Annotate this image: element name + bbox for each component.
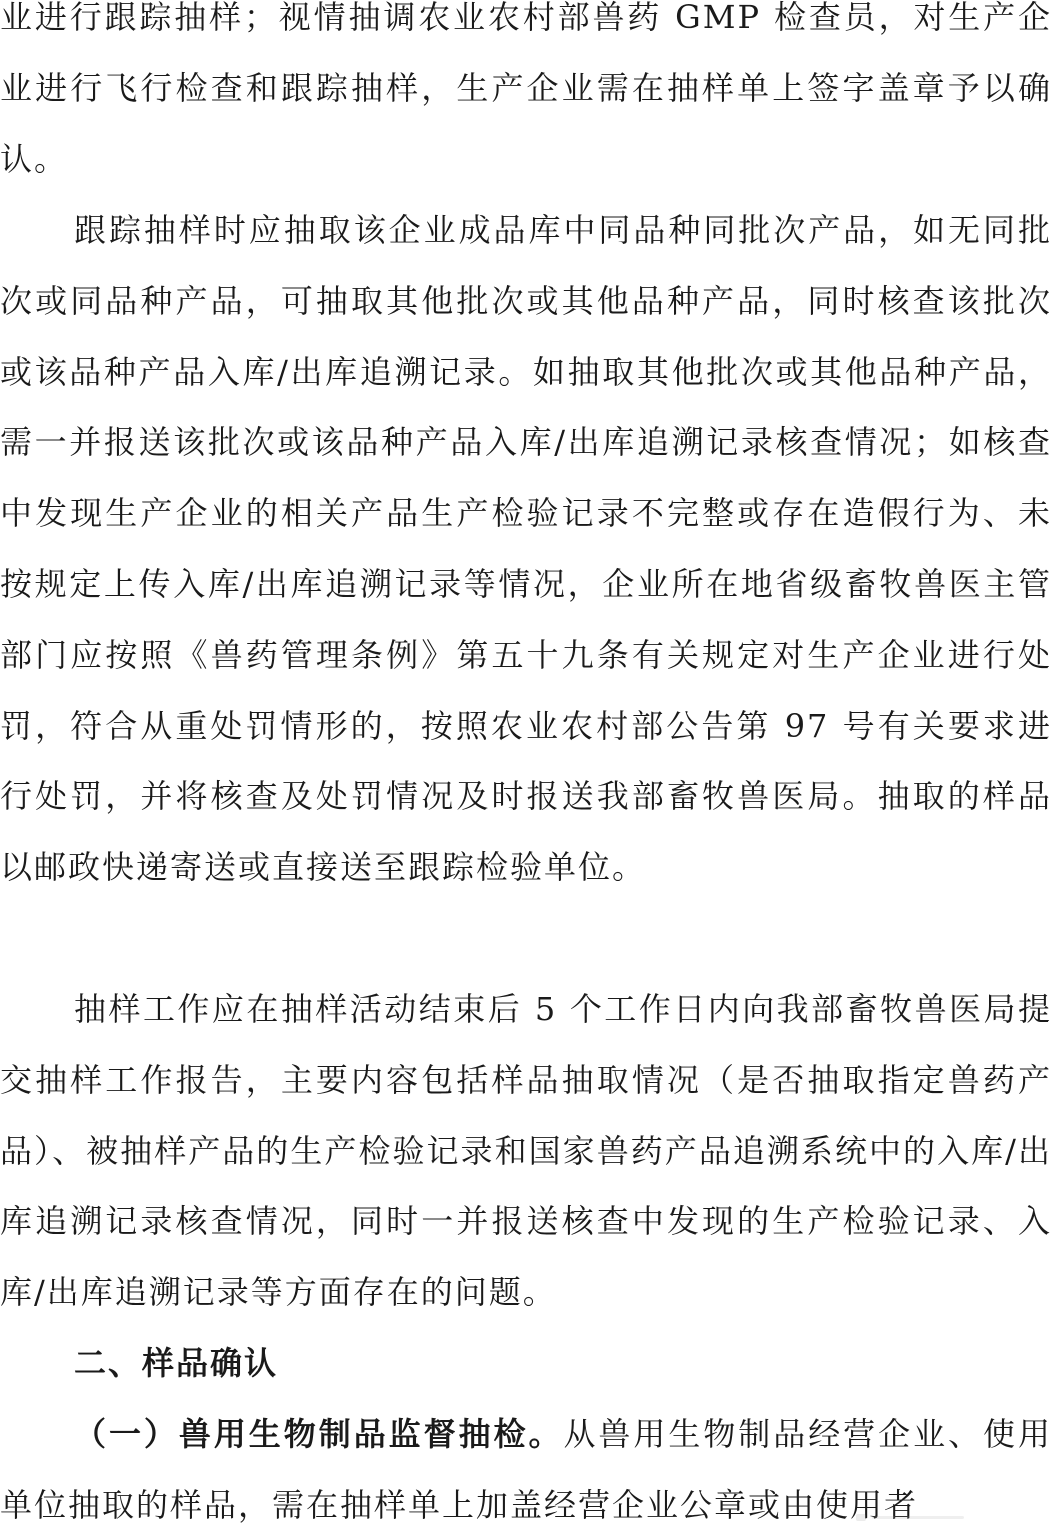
paragraph-continuation: 业进行跟踪抽样；视情抽调农业农村部兽药 GMP 检查员，对生产企业进行飞行检查和跟踪抽样，生产企业需在抽样单上签字盖章予以确认。 — [0, 0, 1052, 178]
paragraph-tracking-sampling: 跟踪抽样时应抽取该企业成品库中同品种同批次产品，如无同批次或同品种产品，可抽取其他批次或其他品种产品，同时核查该批次或该品种产品入库/出库追溯记录。如抽取其他批次或其他品种产品，需一并报送该批次或该品种产品入库/出库追溯记录核查情况；如核查中发现生产企业的相关产品生产检验记录不完整或存在造假行为、未按规定上传入库/出库追溯记录等情况，企业所在地省级畜牧兽医主管部门应按照《兽药管理条例》第五十九条有关规定对生产企业进行处罚，符合从重处罚情形的，按照农业农村部公告第 97 号有关要求进行处罚，并将核查及处罚情况及时报送我部畜牧兽医局。抽取的样品以邮政快递寄送或直接送至跟踪检验单位。 — [0, 211, 1052, 887]
subsection-lead: （一）兽用生物制品监督抽检。 — [74, 1415, 564, 1453]
section-heading-sample-confirmation: 二、样品确认 — [74, 1344, 279, 1382]
subsection-text: 从兽用生物制品经营企业、使用单位抽取的样品，需在抽样单上加盖经营企业公章或由使用者 — [0, 1415, 1052, 1524]
paragraph-biological-products — [0, 1399, 1052, 1526]
faint-watermark-icon — [854, 1510, 974, 1524]
paragraph-sampling-report: 抽样工作应在抽样活动结束后 5 个工作日内向我部畜牧兽医局提交抽样工作报告，主要内容包括样品抽取情况（是否抽取指定兽药产品）、被抽样产品的生产检验记录和国家兽药产品追溯系统中的入库/出库追溯记录核查情况，同时一并报送核查中发现的生产检验记录、入库/出库追溯记录等方面存在的问题。 — [0, 990, 1052, 1312]
